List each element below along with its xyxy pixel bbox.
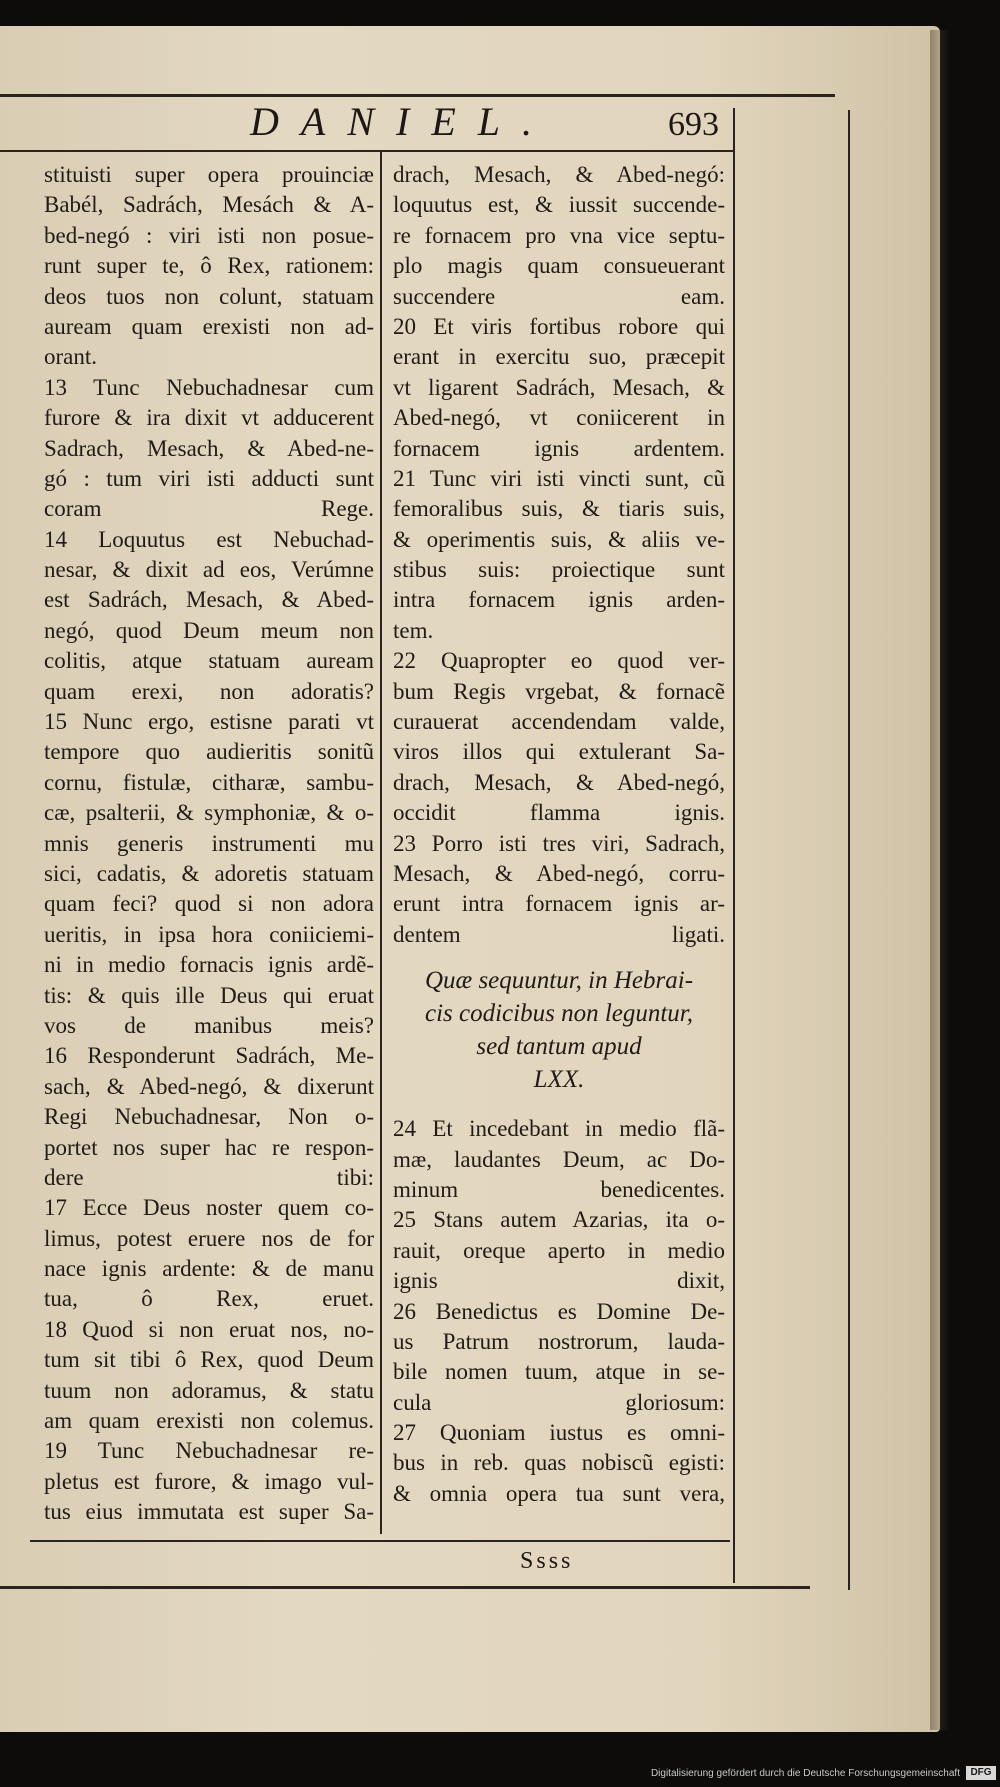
bottom-rule-2	[0, 1586, 810, 1589]
text-line: Mesach, & Abed-negó, corru-	[393, 860, 725, 886]
text-line: furore & ira dixit vt adducerent	[44, 405, 374, 431]
text-line: coram Rege.	[44, 496, 374, 522]
top-rule	[0, 94, 835, 97]
text-line: plo magis quam consueuerant	[393, 253, 725, 279]
text-line: vos de manibus meis?	[44, 1012, 374, 1038]
text-line: stituisti super opera prouinciæ	[44, 162, 374, 187]
text-line: nesar, & dixit ad eos, Verúmne	[44, 557, 374, 583]
text-line: cula gloriosum:	[393, 1389, 725, 1415]
text-line: 26 Benedictus es Domine De-	[393, 1298, 725, 1324]
text-line: Quæ sequuntur, in Hebrai-	[424, 967, 694, 995]
text-line: 16 Responderunt Sadrách, Me-	[44, 1043, 374, 1069]
italic-heading	[393, 964, 725, 1096]
text-line: negó, quod Deum meum non	[44, 617, 374, 643]
text-line: bed-negó : viri isti non posue-	[44, 222, 374, 248]
text-line: gó : tum viri isti adducti sunt	[44, 465, 374, 491]
text-line: mnis generis instrumenti mu	[44, 830, 374, 856]
text-line: 15 Nunc ergo, estisne parati vt	[44, 709, 374, 735]
text-line: deos tuos non colunt, statuam	[44, 283, 374, 309]
header-underline	[0, 150, 735, 152]
text-line: am quam erexisti non colemus.	[44, 1408, 374, 1434]
text-line: & operimentis suis, & aliis ve-	[393, 526, 725, 552]
text-line: 20 Et viris fortibus robore qui	[393, 313, 725, 339]
text-line: 13 Tunc Nebuchadnesar cum	[44, 374, 374, 400]
text-line: succendere eam.	[393, 283, 725, 309]
dfg-logo: DFG	[966, 1766, 996, 1780]
text-line: Sadrach, Mesach, & Abed-ne-	[44, 435, 374, 461]
text-line: ni in medio fornacis ignis ardẽ-	[44, 952, 374, 978]
text-line: vt ligarent Sadrách, Mesach, &	[393, 374, 725, 400]
text-line: femoralibus suis, & tiaris suis,	[393, 496, 725, 522]
text-line: est Sadrách, Mesach, & Abed-	[44, 587, 374, 613]
right-column	[393, 160, 725, 1509]
text-line: portet nos super hac re respon-	[44, 1134, 374, 1160]
text-line: 24 Et incedebant in medio flã-	[393, 1116, 725, 1142]
text-line: mæ, laudantes Deum, ac Do-	[393, 1146, 725, 1172]
text-line: curauerat accendendam valde,	[393, 709, 725, 735]
text-line: bum Regis vrgebat, & fornacẽ	[393, 678, 725, 704]
text-line: LXX.	[533, 1066, 585, 1094]
text-line: runt super te, ô Rex, rationem:	[44, 253, 374, 279]
text-line: ignis dixit,	[393, 1268, 725, 1294]
text-line: occidit flamma ignis.	[393, 800, 725, 826]
text-line: tuum non adoramus, & statu	[44, 1377, 374, 1403]
outer-margin-rule	[848, 110, 850, 1590]
text-line: rauit, oreque aperto in medio	[393, 1237, 725, 1263]
text-line: Babél, Sadrách, Mesách & A-	[44, 192, 374, 218]
text-line: 19 Tunc Nebuchadnesar re-	[44, 1438, 374, 1464]
text-line: re fornacem pro vna vice septu-	[393, 222, 725, 248]
text-line: 25 Stans autem Azarias, ita o-	[393, 1207, 725, 1233]
text-line: orant.	[44, 344, 98, 370]
text-line: tis: & quis ille Deus qui eruat	[44, 982, 374, 1008]
page-number: 693	[668, 106, 719, 143]
column-divider	[380, 152, 382, 1534]
text-line: limus, potest eruere nos de for	[44, 1225, 374, 1251]
text-line: & omnia opera tua sunt vera,	[393, 1480, 725, 1506]
text-line: 14 Loquutus est Nebuchad-	[44, 526, 374, 552]
text-line: minum benedicentes.	[393, 1176, 725, 1202]
text-line: quam feci? quod si non adora	[44, 891, 374, 917]
text-line: drach, Mesach, & Abed-negó,	[393, 769, 725, 795]
text-line: sach, & Abed-negó, & dixerunt	[44, 1073, 374, 1099]
text-line: 23 Porro isti tres viri, Sadrach,	[393, 830, 725, 856]
right-margin-rule	[733, 108, 735, 1583]
text-line: Abed-negó, vt coniicerent in	[393, 405, 725, 431]
text-line: tua, ô Rex, eruet.	[44, 1286, 374, 1312]
text-line: cis codicibus non leguntur,	[424, 1000, 694, 1028]
right-column-text-a	[393, 160, 725, 950]
text-line: colitis, atque statuam auream	[44, 648, 374, 674]
text-line: 27 Quoniam iustus es omni-	[393, 1420, 725, 1446]
left-column	[44, 160, 374, 1528]
text-line: stibus suis: proiectique sunt	[393, 557, 725, 583]
text-line: loquutus est, & iussit succende-	[393, 192, 725, 218]
text-line: 17 Ecce Deus noster quem co-	[44, 1195, 374, 1221]
text-line: bus in reb. quas nobiscũ egisti:	[393, 1450, 725, 1476]
text-line: sed tantum apud	[476, 1033, 642, 1061]
text-line: nace ignis ardente: & de manu	[44, 1256, 374, 1282]
text-line: bile nomen tuum, atque in se-	[393, 1359, 725, 1385]
text-line: 18 Quod si non eruat nos, no-	[44, 1316, 374, 1342]
bottom-rule-1	[30, 1540, 730, 1542]
text-line: pletus est furore, & imago vul-	[44, 1468, 374, 1494]
text-line: 21 Tunc viri isti vincti sunt, cũ	[393, 465, 725, 491]
text-line: drach, Mesach, & Abed-negó:	[393, 162, 725, 187]
text-line: dere tibi:	[44, 1164, 374, 1190]
text-line: erunt intra fornacem ignis ar-	[393, 891, 725, 917]
text-line: cæ, psalterii, & symphoniæ, & o-	[44, 800, 374, 826]
digitization-note: Digitalisierung gefördert durch die Deutsche Forschungsgemeinschaft	[650, 1768, 960, 1779]
text-line: intra fornacem ignis arden-	[393, 587, 725, 613]
text-line: cornu, fistulæ, citharæ, sambu-	[44, 769, 374, 795]
running-head-title: DANIEL.	[250, 99, 554, 144]
text-line: viros illos qui extulerant Sa-	[393, 739, 725, 765]
text-line: quam erexi, non adoratis?	[44, 678, 374, 704]
text-line: us Patrum nostrorum, lauda-	[393, 1328, 725, 1354]
text-line: Regi Nebuchadnesar, Non o-	[44, 1104, 374, 1130]
text-line: 22 Quapropter eo quod ver-	[393, 648, 725, 674]
text-line: tem.	[393, 617, 434, 643]
text-line: sici, cadatis, & adoretis statuam	[44, 860, 374, 886]
text-line: tempore quo audieritis sonitũ	[44, 739, 374, 765]
text-line: tum sit tibi ô Rex, quod Deum	[44, 1347, 374, 1373]
text-line: tus eius immutata est super Sa-	[44, 1499, 374, 1525]
text-line: ueritis, in ipsa hora coniiciemi-	[44, 921, 374, 947]
text-line: erant in exercitu suo, præcepit	[393, 344, 725, 370]
text-line: dentem ligati.	[393, 921, 725, 947]
signature-mark: Ssss	[520, 1548, 574, 1574]
right-column-text-b	[393, 1114, 725, 1509]
text-line: fornacem ignis ardentem.	[393, 435, 725, 461]
page-edge-shadow	[930, 30, 950, 1730]
text-line: auream quam erexisti non ad-	[44, 313, 374, 339]
